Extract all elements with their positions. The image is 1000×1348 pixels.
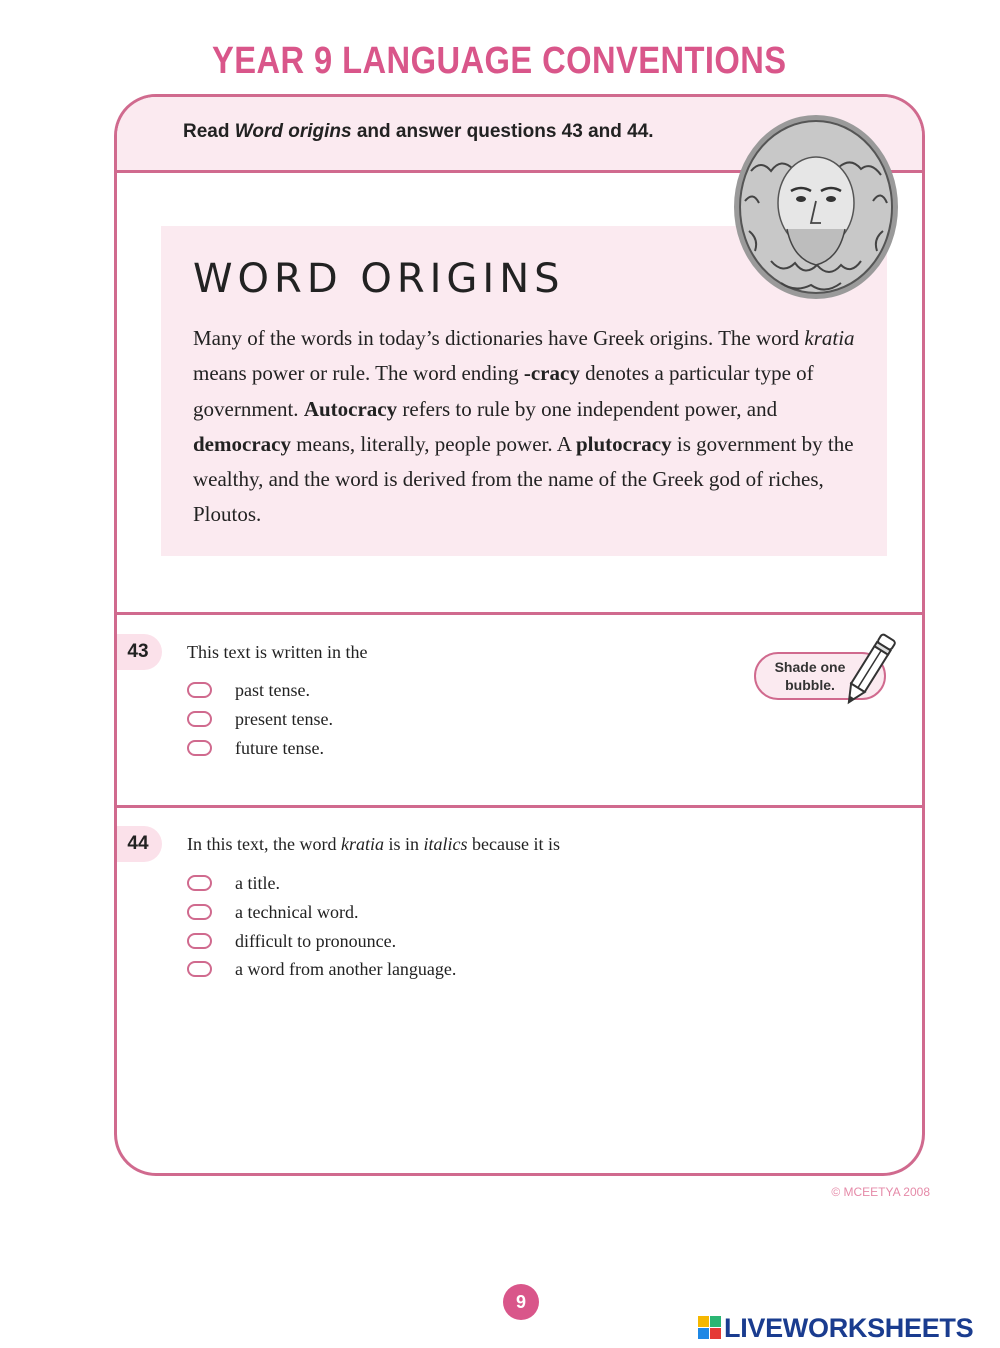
q43-option-2[interactable] [187, 709, 333, 729]
passage-text: denotes a particular type of government. [193, 361, 814, 421]
option-label: future tense. [235, 737, 324, 758]
passage-body [193, 321, 863, 533]
passage-text: means, literally, people power. A [290, 431, 576, 456]
stem-text: In this text, the word [187, 834, 341, 854]
passage-term-cracy: -cracy [523, 361, 580, 386]
answer-bubble[interactable] [187, 961, 212, 977]
section-divider [117, 805, 922, 808]
section-divider [117, 612, 922, 615]
q44-option-2[interactable] [187, 902, 358, 922]
stem-text: is in [383, 834, 424, 854]
answer-bubble[interactable] [187, 875, 212, 891]
q44-option-4[interactable] [187, 959, 456, 979]
passage-term-autocracy: Autocracy [303, 396, 398, 421]
q43-option-3[interactable] [187, 738, 324, 758]
q44-option-1[interactable] [187, 873, 280, 893]
stem-italic-kratia: kratia [340, 834, 384, 854]
stem-italic-italics: italics [423, 834, 468, 854]
answer-bubble[interactable] [187, 904, 212, 920]
question-number-43: 43 [114, 634, 162, 670]
liveworksheets-logo[interactable] [698, 1312, 973, 1344]
shade-line-1: Shade one [774, 659, 846, 675]
instruction-prefix: Read [183, 121, 235, 142]
copyright-notice: © MCEETYA 2008 [831, 1185, 930, 1199]
shade-line-2: bubble. [785, 677, 835, 693]
stem-text: because it is [467, 834, 560, 854]
liveworksheets-brand: LIVEWORKSHEETS [724, 1312, 974, 1343]
option-label: present tense. [235, 708, 333, 729]
option-label: a word from another language. [235, 958, 457, 979]
pencil-icon [839, 630, 899, 710]
liveworksheets-icon [698, 1316, 722, 1340]
answer-bubble[interactable] [187, 933, 212, 949]
worksheet-frame [114, 94, 925, 1176]
instruction-italic: Word origins [234, 121, 352, 142]
q44-option-3[interactable] [187, 931, 396, 951]
question-43-stem: This text is written in the [187, 642, 368, 662]
option-label: a technical word. [235, 901, 359, 922]
option-label: past tense. [235, 679, 310, 700]
passage-text: is government by the wealthy, and the word is derived from the name of the Greek god of riches, Ploutos. [193, 431, 854, 527]
answer-bubble[interactable] [187, 682, 212, 698]
option-label: difficult to pronounce. [235, 930, 397, 951]
zeus-bust-image [731, 111, 901, 303]
page-title: YEAR 9 LANGUAGE CONVENTIONS [212, 40, 787, 82]
passage-term-democracy: democracy [193, 431, 291, 456]
instruction-text [183, 121, 654, 143]
passage-title: WORD ORIGINS [193, 256, 565, 302]
question-44-stem [187, 834, 560, 855]
page-number: 9 [503, 1284, 539, 1320]
question-number-44: 44 [114, 826, 162, 862]
passage-text: Many of the words in today’s dictionaries have Greek origins. The word [193, 326, 805, 350]
q43-option-1[interactable] [187, 680, 310, 700]
passage-term-kratia: kratia [804, 326, 855, 350]
answer-bubble[interactable] [187, 711, 212, 727]
passage-text: refers to rule by one independent power, and [397, 396, 778, 421]
passage-text: means power or rule. The word ending [193, 361, 524, 386]
option-label: a title. [235, 872, 280, 893]
answer-bubble[interactable] [187, 740, 212, 756]
instruction-suffix: and answer questions 43 and 44. [351, 121, 654, 142]
passage-term-plutocracy: plutocracy [575, 431, 672, 456]
